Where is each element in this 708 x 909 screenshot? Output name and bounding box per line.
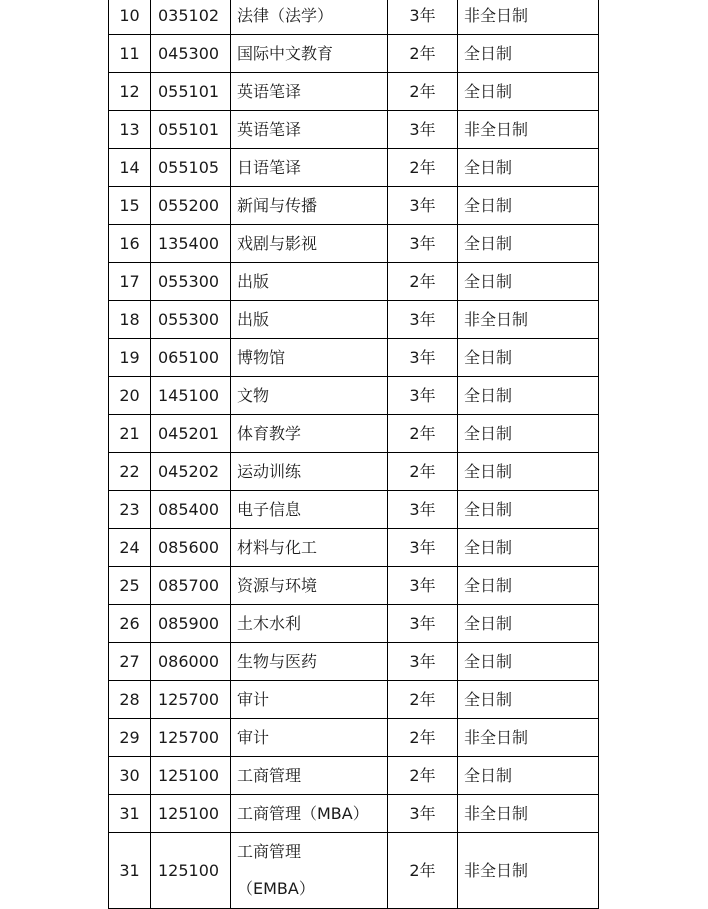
study-mode: 全日制 [458, 453, 599, 491]
program-duration: 3年 [388, 643, 458, 681]
study-mode: 非全日制 [458, 0, 599, 35]
program-duration: 3年 [388, 0, 458, 35]
table-row [109, 643, 599, 681]
program-duration: 3年 [388, 567, 458, 605]
program-name: 国际中文教育 [231, 35, 388, 73]
row-index: 12 [109, 73, 151, 111]
table-row [109, 149, 599, 187]
row-index: 18 [109, 301, 151, 339]
row-index: 26 [109, 605, 151, 643]
program-code: 086000 [151, 643, 231, 681]
study-mode: 全日制 [458, 263, 599, 301]
table-row [109, 795, 599, 833]
table-row [109, 187, 599, 225]
program-name: 运动训练 [231, 453, 388, 491]
program-name: 日语笔译 [231, 149, 388, 187]
study-mode: 全日制 [458, 643, 599, 681]
program-code: 135400 [151, 225, 231, 263]
program-name: 博物馆 [231, 339, 388, 377]
study-mode: 全日制 [458, 339, 599, 377]
table-row [109, 605, 599, 643]
row-index: 31 [109, 795, 151, 833]
program-duration: 2年 [388, 263, 458, 301]
program-duration: 3年 [388, 301, 458, 339]
program-duration: 2年 [388, 453, 458, 491]
program-name: 工商管理（MBA） [231, 795, 388, 833]
study-mode: 全日制 [458, 377, 599, 415]
program-name: 英语笔译 [231, 111, 388, 149]
program-code: 035102 [151, 0, 231, 35]
study-mode: 全日制 [458, 415, 599, 453]
table-row [109, 0, 599, 35]
program-code: 125100 [151, 795, 231, 833]
program-duration: 2年 [388, 149, 458, 187]
program-duration: 2年 [388, 73, 458, 111]
study-mode: 全日制 [458, 187, 599, 225]
program-name: 法律（法学） [231, 0, 388, 35]
program-code: 085600 [151, 529, 231, 567]
program-name: 出版 [231, 263, 388, 301]
program-name: 文物 [231, 377, 388, 415]
row-index: 16 [109, 225, 151, 263]
program-name-line: 工商管理 [237, 842, 302, 861]
row-index: 28 [109, 681, 151, 719]
program-code: 065100 [151, 339, 231, 377]
program-code: 085400 [151, 491, 231, 529]
program-name: 体育教学 [231, 415, 388, 453]
program-name: 材料与化工 [231, 529, 388, 567]
program-code: 125700 [151, 681, 231, 719]
program-name [231, 833, 388, 909]
table-row [109, 339, 599, 377]
row-index: 23 [109, 491, 151, 529]
program-duration: 3年 [388, 187, 458, 225]
table-row [109, 377, 599, 415]
program-duration: 3年 [388, 529, 458, 567]
study-mode: 非全日制 [458, 833, 599, 909]
table-row [109, 35, 599, 73]
program-duration: 3年 [388, 339, 458, 377]
table-row [109, 73, 599, 111]
row-index: 11 [109, 35, 151, 73]
study-mode: 非全日制 [458, 719, 599, 757]
program-duration: 3年 [388, 111, 458, 149]
table-row [109, 225, 599, 263]
program-code: 145100 [151, 377, 231, 415]
row-index: 30 [109, 757, 151, 795]
study-mode: 全日制 [458, 35, 599, 73]
table-row [109, 491, 599, 529]
row-index: 21 [109, 415, 151, 453]
table-row [109, 111, 599, 149]
program-name: 资源与环境 [231, 567, 388, 605]
row-index: 15 [109, 187, 151, 225]
row-index: 29 [109, 719, 151, 757]
table-row [109, 567, 599, 605]
program-duration: 3年 [388, 377, 458, 415]
table-row [109, 453, 599, 491]
row-index: 22 [109, 453, 151, 491]
program-name-line: （EMBA） [237, 879, 315, 898]
row-index: 10 [109, 0, 151, 35]
table-row [109, 529, 599, 567]
row-index: 31 [109, 833, 151, 909]
table-row [109, 719, 599, 757]
study-mode: 非全日制 [458, 301, 599, 339]
row-index: 19 [109, 339, 151, 377]
program-name: 工商管理 [231, 757, 388, 795]
program-code: 055300 [151, 263, 231, 301]
row-index: 17 [109, 263, 151, 301]
table-row [109, 263, 599, 301]
row-index: 27 [109, 643, 151, 681]
program-code: 045201 [151, 415, 231, 453]
program-code: 055200 [151, 187, 231, 225]
study-mode: 全日制 [458, 529, 599, 567]
row-index: 25 [109, 567, 151, 605]
programs-table-body [109, 0, 599, 909]
program-duration: 3年 [388, 491, 458, 529]
program-code: 055300 [151, 301, 231, 339]
row-index: 14 [109, 149, 151, 187]
study-mode: 全日制 [458, 73, 599, 111]
program-name: 土木水利 [231, 605, 388, 643]
program-code: 045202 [151, 453, 231, 491]
program-code: 125100 [151, 757, 231, 795]
row-index: 13 [109, 111, 151, 149]
table-row [109, 681, 599, 719]
program-name: 英语笔译 [231, 73, 388, 111]
study-mode: 全日制 [458, 681, 599, 719]
study-mode: 全日制 [458, 225, 599, 263]
program-code: 055101 [151, 111, 231, 149]
program-code: 045300 [151, 35, 231, 73]
table-row [109, 301, 599, 339]
row-index: 20 [109, 377, 151, 415]
table-row [109, 415, 599, 453]
study-mode: 非全日制 [458, 111, 599, 149]
row-index: 24 [109, 529, 151, 567]
study-mode: 全日制 [458, 149, 599, 187]
program-duration: 2年 [388, 757, 458, 795]
table-row [109, 833, 599, 909]
program-name: 生物与医药 [231, 643, 388, 681]
program-name: 电子信息 [231, 491, 388, 529]
study-mode: 全日制 [458, 491, 599, 529]
program-code: 125100 [151, 833, 231, 909]
program-name: 审计 [231, 719, 388, 757]
table-row [109, 757, 599, 795]
program-duration: 3年 [388, 795, 458, 833]
program-name: 戏剧与影视 [231, 225, 388, 263]
study-mode: 全日制 [458, 567, 599, 605]
program-duration: 2年 [388, 415, 458, 453]
program-duration: 2年 [388, 719, 458, 757]
program-code: 125700 [151, 719, 231, 757]
program-name: 出版 [231, 301, 388, 339]
program-code: 085700 [151, 567, 231, 605]
program-duration: 2年 [388, 833, 458, 909]
program-duration: 3年 [388, 225, 458, 263]
program-duration: 2年 [388, 35, 458, 73]
programs-table [108, 0, 599, 909]
program-name: 审计 [231, 681, 388, 719]
study-mode: 全日制 [458, 757, 599, 795]
study-mode: 非全日制 [458, 795, 599, 833]
study-mode: 全日制 [458, 605, 599, 643]
program-duration: 3年 [388, 605, 458, 643]
program-duration: 2年 [388, 681, 458, 719]
program-name: 新闻与传播 [231, 187, 388, 225]
program-code: 085900 [151, 605, 231, 643]
program-code: 055101 [151, 73, 231, 111]
program-code: 055105 [151, 149, 231, 187]
